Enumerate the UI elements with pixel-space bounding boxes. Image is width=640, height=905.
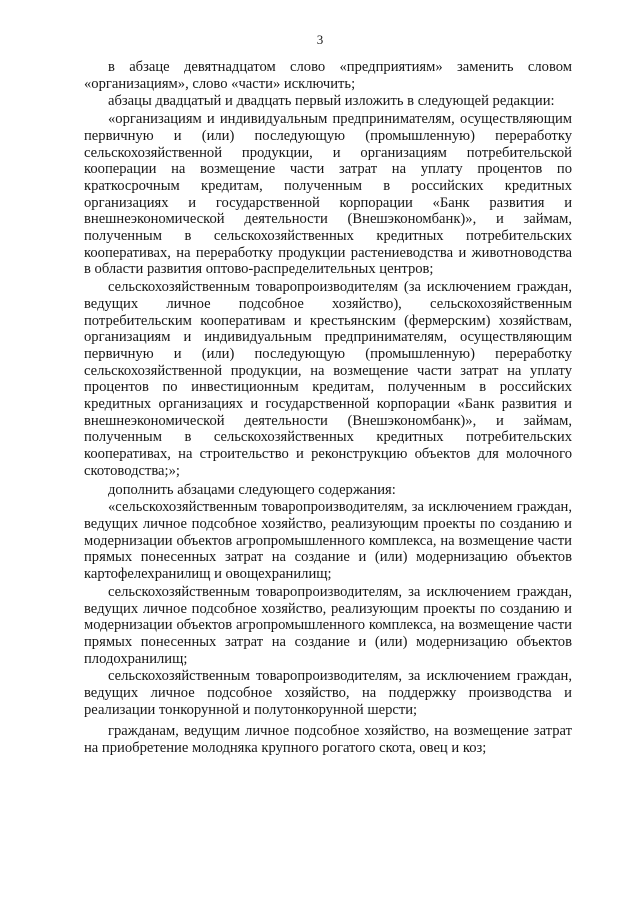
paragraph-restate-intro: абзацы двадцатый и двадцать первый изложить в следующей редакции:	[108, 93, 555, 110]
paragraph-fruit-storage: сельскохозяйственным товаропроизводителям, за исключением граждан, ведущих личное подсобное хозяйство, реализующим проекты по созданию и модернизации объектов агропромышленного комплекса, на возмещение части прямых понесенных затрат на создание и (или) модернизацию объектов плодохранилищ;	[84, 583, 572, 667]
paragraph-wool-support: сельскохозяйственным товаропроизводителям, за исключением граждан, ведущих личное подсобное хозяйство, на поддержку производства и реализации тонкорунной и полутонкорунной шерсти;	[84, 668, 572, 718]
paragraph-supplement-intro: дополнить абзацами следующего содержания:	[108, 481, 396, 498]
paragraph-livestock-purchase: гражданам, ведущим личное подсобное хозяйство, на возмещение затрат на приобретение молодняка крупного рогатого скота, овец и коз;	[84, 723, 572, 757]
paragraph-replace-word: в абзаце девятнадцатом слово «предприятиям» заменить словом «организациям», слово «части» исключить;	[84, 59, 572, 92]
page-number: 3	[316, 32, 324, 47]
paragraph-processing-organizations: «организациям и индивидуальным предпринимателям, осуществляющим первичную и (или) последующую (промышленную) переработку сельскохозяйственной продукции, и организациям потребительской кооперации на возмещение части затрат на уплату процентов по краткосрочным кредитам, полученным в российских кредитных организациях и государственной корпорации «Банк развития и внешнеэкономической деятельности (Внешэкономбанк)», и займам, полученным в сельскохозяйственных кредитных потребительских кооперативах, на переработку продукции растениеводства и животноводства в области развития оптово-распределительных центров;	[84, 111, 572, 278]
paragraph-vegetable-storage: «сельскохозяйственным товаропроизводителям, за исключением граждан, ведущих личное подсобное хозяйство, реализующим проекты по созданию и модернизации объектов агропромышленного комплекса, на возмещение части прямых понесенных затрат на создание и (или) модернизацию объектов картофелехранилищ и овощехранилищ;	[84, 499, 572, 583]
document-body	[84, 59, 572, 757]
paragraph-dairy-investment: сельскохозяйственным товаропроизводителям (за исключением граждан, ведущих личное подсобное хозяйство), сельскохозяйственным потребительским кооперативам и крестьянским (фермерским) хозяйствам, организациям и индивидуальным предпринимателям, осуществляющим первичную и (или) последующую (промышленную) переработку сельскохозяйственной продукции, на возмещение части затрат на уплату процентов по инвестиционным кредитам, полученным в российских кредитных организациях и государственной корпорации «Банк развития и внешнеэкономической деятельности (Внешэкономбанк)», и займам, полученным в сельскохозяйственных кредитных потребительских кооперативах, на строительство и реконструкцию объектов для молочного скотоводства;»;	[84, 279, 572, 479]
